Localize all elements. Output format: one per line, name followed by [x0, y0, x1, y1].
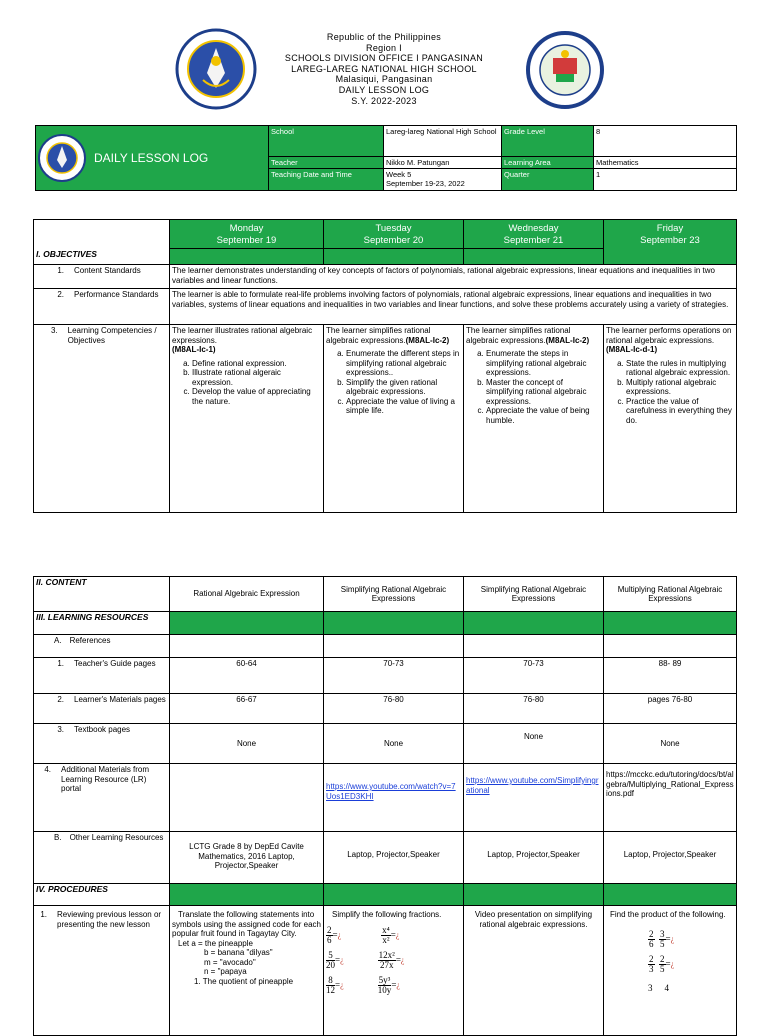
label-num: B. — [54, 833, 62, 842]
empty-cell — [324, 635, 464, 658]
area-label: Learning Area — [502, 157, 594, 169]
fraction-item — [381, 926, 399, 945]
other-resources-label — [34, 832, 170, 884]
green-fill — [604, 612, 737, 635]
label-text: Reviewing previous lesson or presenting the new lesson — [57, 910, 162, 929]
tb-value: None — [236, 738, 257, 748]
competency-code: (M8AL-Ic-d-1) — [606, 345, 658, 354]
date-range: September 19-23, 2022 — [386, 179, 465, 188]
product-item — [648, 955, 734, 974]
denominator: 3 — [649, 963, 654, 974]
numerator: 2 — [649, 953, 654, 964]
deped-small-seal-icon — [38, 134, 86, 182]
additional-materials-label — [34, 764, 170, 832]
label-num: 2. — [57, 695, 64, 704]
numerator: 2 — [327, 924, 332, 935]
content-wednesday: Simplifying Rational Algebraic Expressions — [464, 577, 604, 612]
numerator: x⁴ — [382, 924, 390, 935]
header-line: S.Y. 2022-2023 — [351, 95, 417, 106]
learners-materials-label — [34, 694, 170, 724]
green-fill — [464, 249, 604, 265]
empty-cell — [464, 635, 604, 658]
unknown-glyph: ¿ — [396, 980, 400, 990]
denominator: 5 — [660, 938, 665, 949]
equals-glyph: = — [332, 929, 338, 940]
label-text: Content Standards — [74, 266, 141, 275]
competency-intro: The learner simplifies rational algebraic expressions. — [326, 326, 431, 345]
tg-wednesday: 70-73 — [464, 658, 604, 694]
tg-tuesday: 70-73 — [324, 658, 464, 694]
label-text: Learner's Materials pages — [74, 695, 166, 704]
division-seal-right-icon — [520, 30, 610, 110]
equals-glyph: = — [335, 979, 341, 990]
school-value: Lareg-lareg National High School — [384, 126, 502, 157]
lm-tuesday: 76-80 — [324, 694, 464, 724]
objective-item: b. Illustrate rational algeraic expression. — [192, 368, 321, 387]
youtube-link-tuesday[interactable]: https://www.youtube.com/watch?v=7Uos1ED3KHI — [326, 782, 456, 801]
tb-monday — [170, 724, 324, 764]
label-num: 3. — [57, 725, 64, 734]
unknown-glyph: ¿ — [670, 934, 675, 944]
day-date: September 19 — [216, 235, 277, 246]
unknown-glyph: ¿ — [340, 955, 344, 965]
am-friday: https://mcckc.edu/tutoring/docs/bt/algebra/Multiplying_Rational_Expressions.pdf — [604, 764, 737, 832]
label-num: 3. — [50, 326, 58, 335]
day-date: September 21 — [503, 235, 564, 246]
equals-glyph: = — [395, 954, 401, 965]
header-line: Malasiqui, Pangasinan — [335, 74, 433, 85]
banner-title: DAILY LESSON LOG — [94, 150, 209, 165]
green-fill — [324, 249, 464, 265]
grade-label: Grade Level — [502, 126, 594, 157]
area-value: Mathematics — [594, 157, 737, 169]
objective-list — [326, 349, 461, 416]
competency-friday — [604, 325, 737, 513]
denominator: 5 — [660, 963, 665, 974]
competency-code: (M8AL-Ic-2) — [405, 335, 450, 345]
denominator: 6 — [649, 938, 654, 949]
numerator: 5y³ — [378, 974, 391, 985]
green-fill — [604, 884, 737, 906]
review-friday-text: Find the product of the following. — [610, 910, 726, 919]
green-fill — [170, 612, 324, 635]
review-tuesday — [324, 906, 464, 1036]
quarter-value: 1 — [594, 169, 737, 191]
objective-item: b. Multiply rational algebraic expressions. — [626, 378, 734, 397]
numerator: 3 — [648, 982, 653, 993]
unknown-glyph: ¿ — [395, 930, 400, 940]
equals-glyph: = — [391, 979, 397, 990]
header-line: LAREG-LAREG NATIONAL HIGH SCHOOL — [291, 63, 477, 74]
green-fill — [324, 612, 464, 635]
banner-table — [35, 125, 737, 191]
competency-intro: The learner simplifies rational algebraic expressions. — [466, 326, 571, 345]
objective-item: c. Develop the value of appreciating the nature. — [192, 387, 321, 406]
let-line: m = "avocado" — [204, 957, 256, 967]
date-value — [384, 169, 502, 191]
tb-wednesday — [464, 724, 604, 764]
let-line: b = banana "dilyas" — [204, 948, 273, 957]
product-item — [648, 984, 734, 994]
day-monday — [170, 220, 324, 249]
unknown-glyph: ¿ — [400, 955, 405, 965]
green-fill — [170, 884, 324, 906]
other-monday: LCTG Grade 8 by DepEd Cavite Mathematics, 2016 Laptop, Projector,Speaker — [170, 832, 324, 884]
denominator: 10y — [377, 984, 392, 995]
review-label — [34, 906, 170, 1036]
review-wednesday: Video presentation on simplifying rational algebraic expressions. — [464, 906, 604, 1036]
green-fill — [464, 884, 604, 906]
content-table — [33, 576, 737, 1036]
fraction-item — [378, 976, 400, 995]
label-text: Additional Materials from Learning Resource (LR) portal — [61, 765, 150, 793]
teacher-label: Teacher — [269, 157, 384, 169]
equals-glyph: = — [665, 933, 671, 944]
green-fill — [170, 249, 324, 265]
am-monday — [170, 764, 324, 832]
numerator: 5 — [326, 951, 335, 961]
content-friday: Multiplying Rational Algebraic Expressions — [604, 577, 737, 612]
competency-tuesday — [324, 325, 464, 513]
header-line: DAILY LESSON LOG — [338, 84, 430, 95]
content-tuesday: Simplifying Rational Algebraic Expressions — [324, 577, 464, 612]
other-wednesday: Laptop, Projector,Speaker — [464, 832, 604, 884]
objective-item: c. Appreciate the value of being humble. — [486, 406, 601, 425]
label-text: Teacher's Guide pages — [74, 659, 156, 668]
label-num: 1. — [57, 266, 64, 275]
competency-intro: The learner performs operations on rational algebraic expressions. — [606, 326, 732, 345]
date-week: Week 5 — [386, 170, 412, 179]
competencies-label — [34, 325, 170, 513]
review-monday-text: Translate the following statements into symbols using the assigned code for each popular fruit found in Tagaytay City. — [172, 910, 321, 938]
grade-value: 8 — [594, 126, 737, 157]
objective-item: c. Practice the value of carefulness in everything they do. — [626, 397, 734, 426]
resources-title: III. LEARNING RESOURCES — [34, 612, 170, 635]
am-tuesday — [324, 764, 464, 832]
tg-monday: 60-64 — [170, 658, 324, 694]
am-wednesday — [464, 764, 604, 832]
label-num: 1. — [57, 659, 64, 668]
references-label — [34, 635, 170, 658]
lm-wednesday: 76-80 — [464, 694, 604, 724]
numerator: 12x² — [378, 949, 395, 960]
competency-wednesday — [464, 325, 604, 513]
objectives-title: I. OBJECTIVES — [34, 249, 170, 265]
competency-intro: The learner illustrates rational algebraic expressions. — [172, 326, 313, 345]
day-tuesday — [324, 220, 464, 249]
unknown-glyph: ¿ — [340, 980, 344, 990]
objective-item: b. Master the concept of simplifying rational algebraic expressions. — [486, 378, 601, 407]
tb-value: None — [660, 738, 680, 748]
quotient-line: 1. The quotient of pineapple — [194, 976, 294, 986]
label-text: References — [69, 636, 111, 645]
tb-tuesday — [324, 724, 464, 764]
header-line: SCHOOLS DIVISION OFFICE I PANGASINAN — [284, 53, 484, 64]
numerator: 8 — [326, 976, 335, 986]
competency-monday — [170, 325, 324, 513]
day-name: Tuesday — [375, 223, 412, 234]
label-num: 1. — [40, 910, 48, 919]
objective-item: b. Simplify the given rational algebraic expressions. — [346, 378, 461, 397]
objectives-table — [33, 219, 737, 513]
denominator: 12 — [326, 984, 335, 995]
empty-cell — [170, 635, 324, 658]
content-standards-text: The learner demonstrates understanding of key concepts of factors of polynomials, rational algebraic expressions, linear equations and inequalities in two variables and linear functions. — [170, 265, 737, 289]
blank-head — [34, 220, 170, 249]
numerator: 3 — [660, 928, 665, 939]
label-text: Textbook pages — [74, 725, 131, 734]
unknown-glyph: ¿ — [670, 959, 675, 969]
denominator: 27x — [379, 959, 394, 970]
objective-list — [606, 359, 734, 426]
label-num: 2. — [57, 290, 64, 299]
performance-standards-text: The learner is able to formulate real-life problems involving factors of polynomials, rational algebraic expressions, linear equations and inequalities in two variables, systems of linear equations and inequalities in two variables and linear functions, and solve these problems accurately using a variety of strategies. — [170, 289, 737, 325]
label-num: A. — [54, 636, 62, 645]
fraction-grid — [326, 926, 461, 995]
objective-item: c. Appreciate the value of living a simple life. — [346, 397, 461, 416]
content-standards-label — [34, 265, 170, 289]
day-date: September 20 — [363, 235, 424, 246]
equals-glyph: = — [335, 954, 341, 965]
header-line: Republic of the Philippines — [326, 32, 442, 42]
numerator: 2 — [649, 928, 654, 939]
green-fill — [324, 884, 464, 906]
let-line: n = "papaya — [204, 967, 247, 976]
procedures-title: IV. PROCEDURES — [34, 884, 170, 906]
lm-monday: 66-67 — [170, 694, 324, 724]
review-friday — [604, 906, 737, 1036]
banner-title-cell — [36, 126, 269, 191]
objective-list — [172, 359, 321, 407]
objective-item: a. State the rules in multiplying rational algebraic expression. — [626, 359, 734, 378]
teacher-value: Nikko M. Patungan — [384, 157, 502, 169]
performance-standards-label — [34, 289, 170, 325]
label-text: Learning Competencies / Objectives — [67, 326, 157, 345]
tb-value: None — [383, 738, 404, 748]
objective-item: a. Enumerate the steps in simplifying rational algebraic expressions. — [486, 349, 601, 378]
other-friday: Laptop, Projector,Speaker — [604, 832, 737, 884]
product-item — [648, 930, 734, 949]
review-monday — [170, 906, 324, 1036]
division-seal-right — [520, 30, 610, 110]
denominator: 20 — [326, 959, 335, 970]
header-text — [220, 32, 548, 106]
let-line: Let a = the pineapple — [178, 938, 253, 948]
lm-friday: pages 76-80 — [604, 694, 737, 724]
youtube-link-wednesday[interactable]: https://www.youtube.com/Simplifyingrational — [466, 776, 599, 795]
fraction-item — [326, 926, 341, 945]
numerator: 2 — [660, 953, 665, 964]
school-label: School — [269, 126, 384, 157]
equals-glyph: = — [390, 929, 396, 940]
objective-item: a. Enumerate the different steps in simplifying rational algebraic expressions.. — [346, 349, 461, 378]
numerator: 4 — [664, 982, 669, 993]
equals-glyph: = — [665, 958, 671, 969]
review-tuesday-text: Simplify the following fractions. — [332, 910, 442, 919]
fraction-item — [326, 951, 344, 970]
label-text: Performance Standards — [74, 290, 159, 299]
teachers-guide-label — [34, 658, 170, 694]
day-name: Friday — [656, 223, 684, 234]
competency-code: (M8AL-Ic-2) — [545, 335, 590, 345]
day-friday — [604, 220, 737, 265]
unknown-glyph: ¿ — [337, 930, 342, 940]
textbook-label — [34, 724, 170, 764]
tb-friday — [604, 724, 737, 764]
label-num: 4. — [44, 765, 51, 774]
denominator: x² — [382, 934, 390, 945]
quarter-label: Quarter — [502, 169, 594, 191]
header-line: Region I — [366, 42, 402, 53]
empty-cell — [604, 635, 737, 658]
day-wednesday — [464, 220, 604, 249]
other-tuesday: Laptop, Projector,Speaker — [324, 832, 464, 884]
objective-list — [466, 349, 601, 425]
label-text: Other Learning Resources — [69, 833, 164, 842]
green-fill — [464, 612, 604, 635]
competency-code: (M8AL-Ic-1) — [172, 345, 216, 354]
product-list — [606, 930, 734, 994]
tb-value: None — [523, 732, 544, 741]
content-title: II. CONTENT — [34, 577, 170, 612]
denominator: 6 — [327, 934, 332, 945]
content-monday: Rational Algebraic Expression — [170, 577, 324, 612]
objective-item: a. Define rational expression. — [192, 359, 321, 369]
fraction-item — [378, 951, 405, 970]
day-date: September 23 — [640, 235, 700, 246]
date-label: Teaching Date and Time — [269, 169, 384, 191]
day-name: Monday — [229, 223, 264, 234]
fraction-item — [326, 976, 344, 995]
day-name: Wednesday — [508, 223, 559, 234]
tg-friday: 88- 89 — [604, 658, 737, 694]
